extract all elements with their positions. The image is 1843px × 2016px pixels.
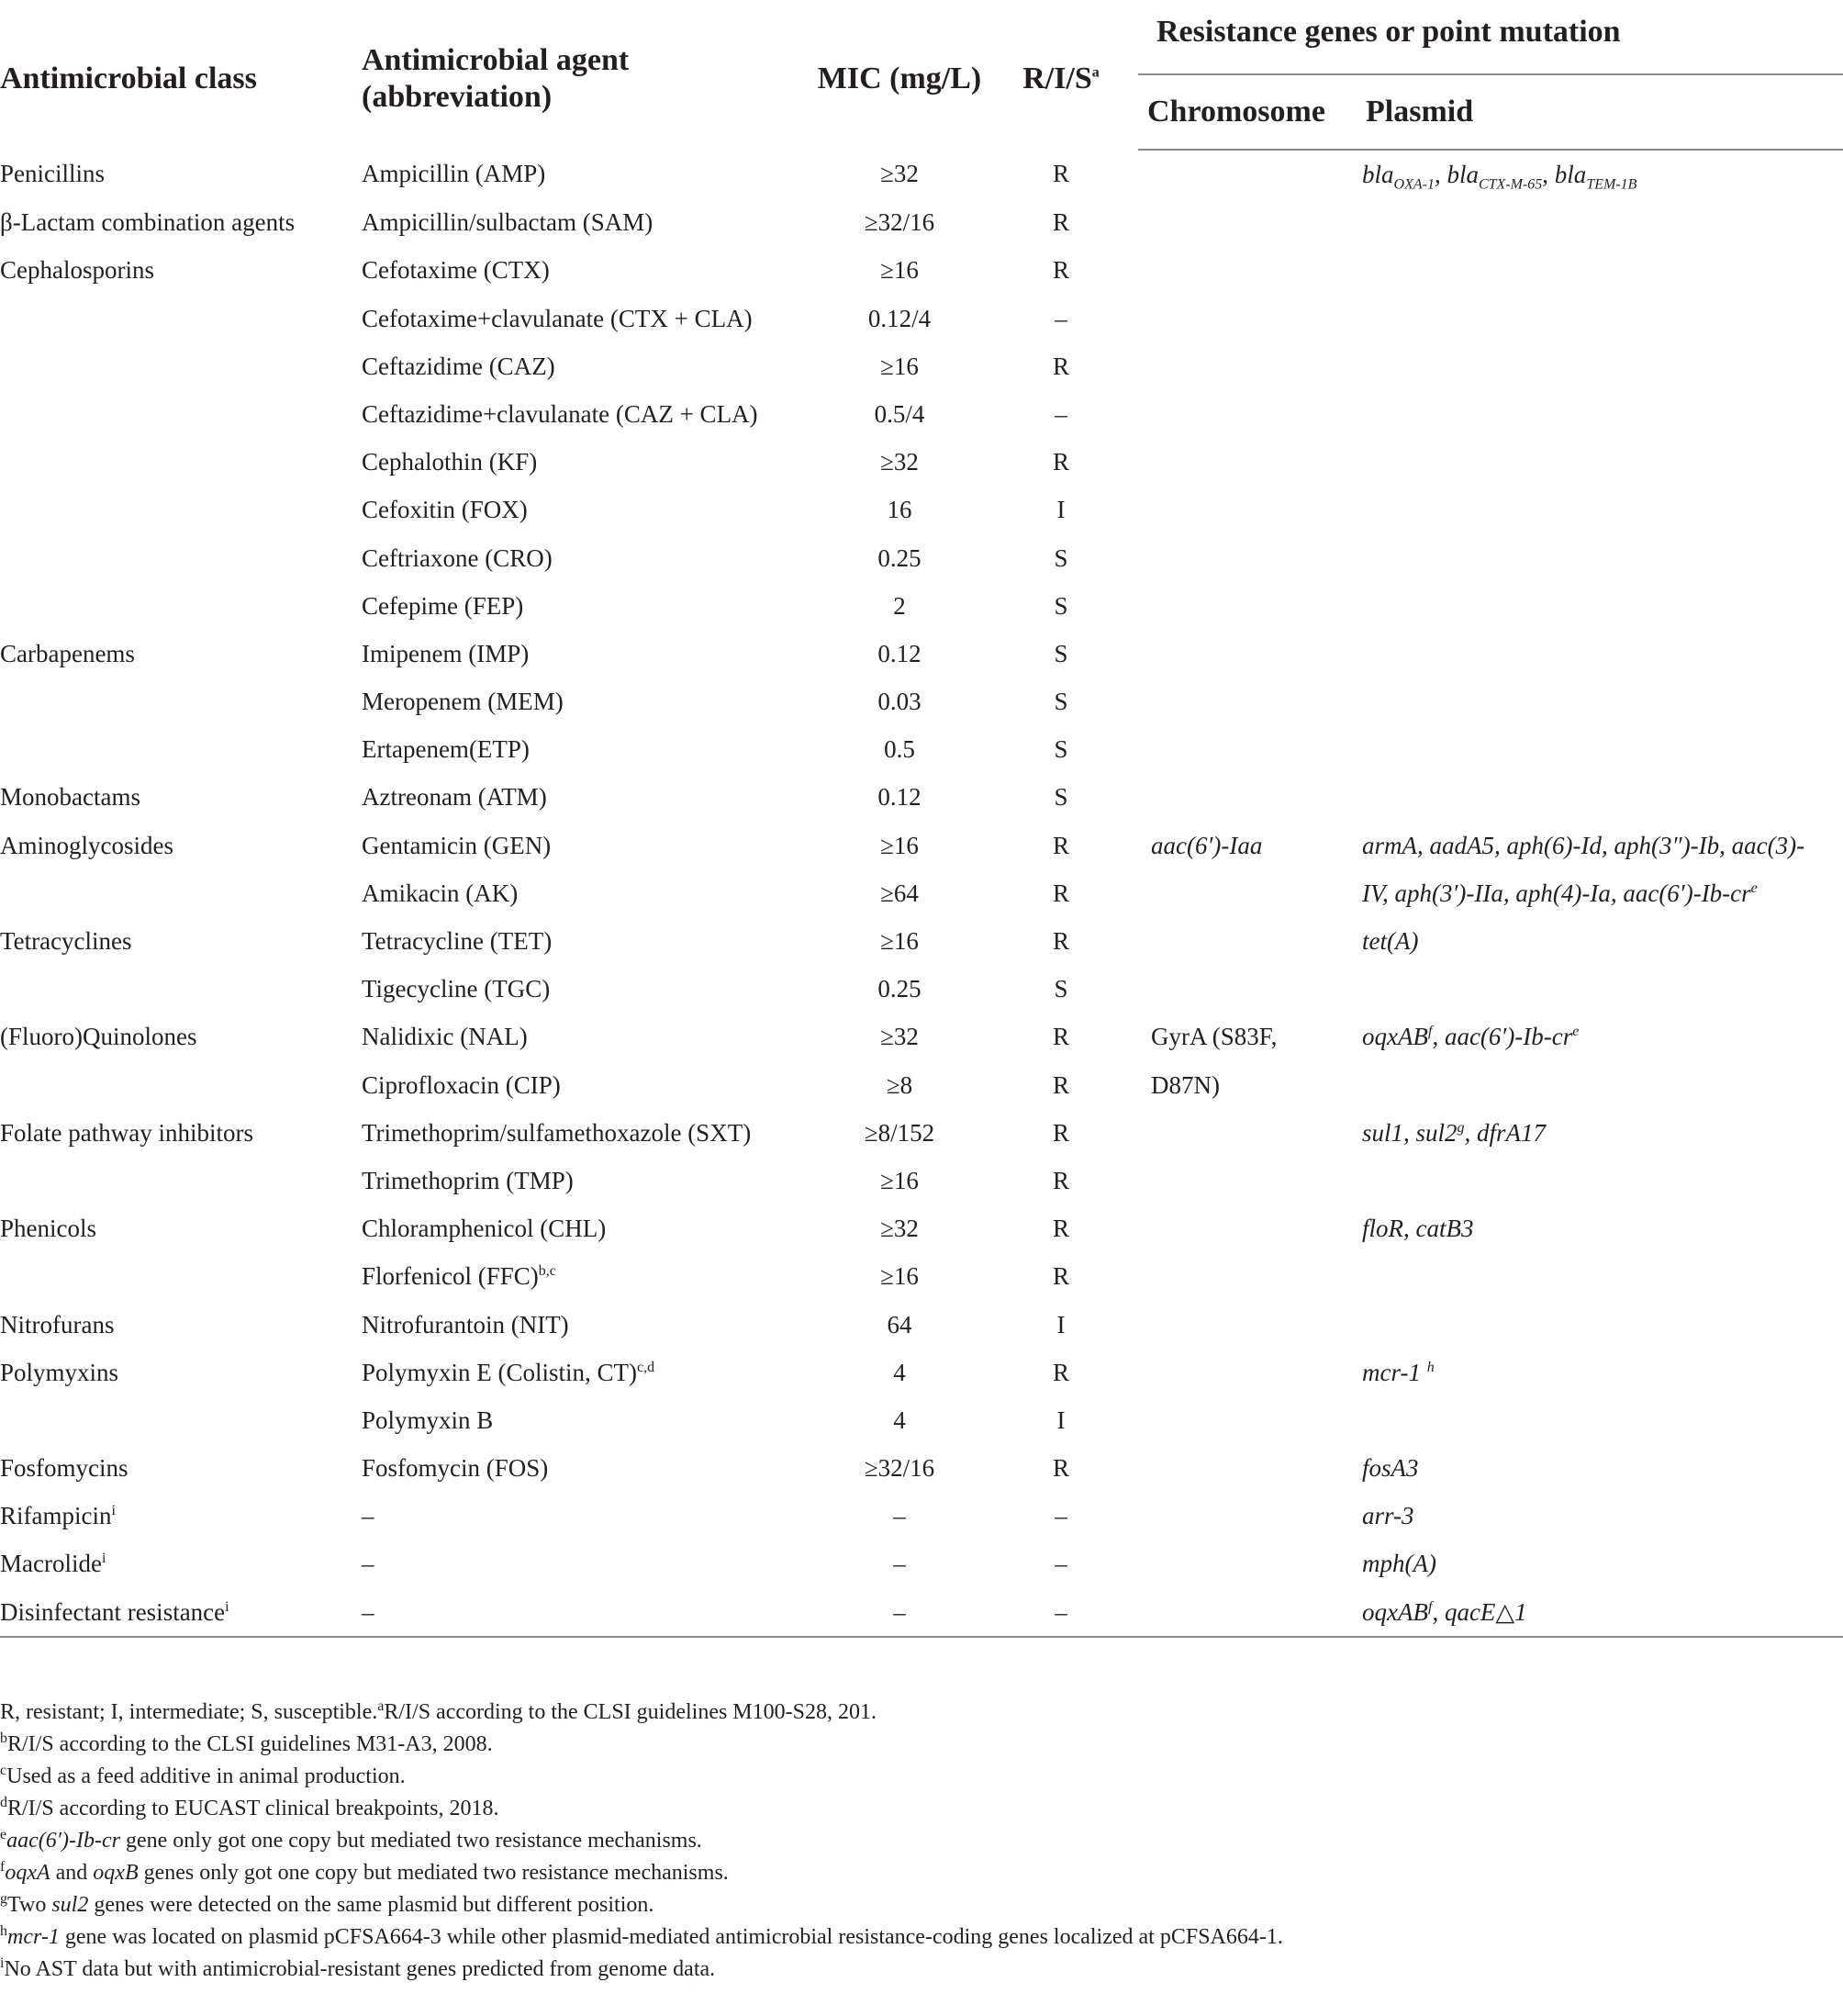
cell-agent: Florfenicol (FFC)$^{b,c}$ [362, 1262, 556, 1291]
cell-chromosome [1138, 965, 1362, 1013]
cell-agent: Cefepime (FEP) [362, 591, 524, 620]
cell-mic: ≥16 [880, 256, 919, 285]
cell-class: Phenicols [0, 1215, 96, 1243]
table-row [0, 1252, 1843, 1300]
cell-agent: Tigecycline (TGC) [362, 975, 551, 1003]
cell-mic: 0.12 [877, 639, 922, 667]
cell-class [0, 1061, 362, 1109]
cell-plasmid [1362, 486, 1843, 533]
cell-agent: Aztreonam (ATM) [362, 783, 547, 812]
cell-ris: R [1052, 1454, 1069, 1483]
table-header [0, 7, 1843, 150]
cell-chromosome [1138, 1540, 1362, 1587]
cell-class: Macrolide$^i$ [0, 1550, 106, 1578]
cell-plasmid [1362, 678, 1843, 725]
cell-agent: Ceftazidime+clavulanate (CAZ + CLA) [362, 399, 758, 428]
cell-chromosome [1138, 1349, 1362, 1396]
header-chromosome: Chromosome [1138, 74, 1362, 150]
cell-plasmid [1362, 1061, 1843, 1109]
cell-chromosome [1138, 438, 1362, 486]
cell-agent: Ertapenem(ETP) [362, 735, 530, 764]
cell-mic: ≥32/16 [864, 1454, 935, 1483]
cell-class [0, 342, 362, 390]
cell-plasmid [1362, 1252, 1843, 1300]
cell-chromosome [1138, 917, 1362, 965]
table-row [0, 295, 1843, 342]
cell-plasmid [1362, 390, 1843, 438]
cell-agent: Cefotaxime+clavulanate (CTX + CLA) [362, 304, 753, 332]
cell-ris: R [1052, 208, 1069, 237]
cell-mic: 4 [893, 1406, 906, 1434]
cell-chromosome [1138, 1157, 1362, 1204]
cell-class: Monobactams [0, 783, 140, 812]
cell-ris: R [1052, 1262, 1069, 1291]
cell-mic: 16 [887, 496, 912, 524]
cell-ris: S [1054, 639, 1068, 667]
cell-agent: Ampicillin (AMP) [362, 160, 546, 187]
cell-plasmid [1362, 630, 1843, 678]
table-row [0, 965, 1843, 1013]
footnote-3: $^c$Used as a feed additive in animal production. [0, 1763, 406, 1788]
table-row [0, 390, 1843, 438]
cell-class: Rifampicin$^i$ [0, 1502, 116, 1530]
resistance-table [0, 7, 1843, 1638]
header-agent: Antimicrobial agent (abbreviation) [362, 42, 630, 114]
cell-plasmid: floR, catB3 [1362, 1215, 1474, 1243]
cell-chromosome [1138, 198, 1362, 246]
cell-mic: – [893, 1550, 906, 1578]
cell-plasmid [1362, 1157, 1843, 1204]
cell-mic: 0.12 [877, 783, 922, 812]
cell-mic: ≥32/16 [864, 208, 935, 237]
cell-ris: R [1052, 352, 1069, 380]
cell-agent: – [362, 1588, 815, 1637]
cell-ris: S [1054, 975, 1068, 1003]
cell-ris: R [1052, 1358, 1069, 1386]
table-row [0, 438, 1843, 486]
cell-chromosome [1138, 773, 1362, 821]
cell-plasmid [1362, 773, 1843, 821]
cell-ris: R [1052, 831, 1069, 859]
cell-plasmid: sul1, sul2$^g$, dfrA17 [1362, 1118, 1547, 1147]
cell-chromosome: aac(6′)-Iaa [1151, 831, 1263, 859]
cell-plasmid: IV, aph(3′)-IIa, aph(4)-Ia, $aac(6')-Ib-cr^e$ [1362, 879, 1758, 907]
cell-chromosome [1138, 1109, 1362, 1157]
cell-class [0, 725, 362, 773]
cell-ris: S [1054, 735, 1068, 764]
cell-agent: Ampicillin/sulbactam (SAM) [362, 208, 653, 237]
cell-mic: 0.03 [877, 688, 922, 716]
table-row [0, 582, 1843, 630]
cell-chromosome [1138, 1444, 1362, 1492]
table-row [0, 1540, 1843, 1587]
cell-plasmid: mcr-1 $^h$ [1362, 1358, 1435, 1386]
cell-plasmid [1362, 295, 1843, 342]
cell-ris: – [1055, 1502, 1067, 1530]
table-row [0, 1492, 1843, 1540]
cell-agent: Nitrofurantoin (NIT) [362, 1310, 569, 1338]
table-row [0, 1444, 1843, 1492]
cell-chromosome [1138, 678, 1362, 725]
cell-plasmid [1362, 1301, 1843, 1349]
cell-agent: Cefoxitin (FOX) [362, 496, 528, 524]
table-body [0, 150, 1843, 1637]
cell-class [0, 869, 362, 917]
cell-mic: ≥16 [880, 1262, 919, 1291]
cell-chromosome [1138, 1301, 1362, 1349]
cell-ris: R [1052, 256, 1069, 285]
cell-ris: S [1054, 783, 1068, 812]
cell-agent: Polymyxin B [362, 1406, 494, 1434]
table-row [0, 534, 1843, 582]
table-row [0, 1349, 1843, 1396]
cell-mic: ≥16 [880, 352, 919, 380]
cell-ris: I [1056, 496, 1066, 524]
cell-agent: Chloramphenicol (CHL) [362, 1215, 607, 1243]
table-row [0, 1061, 1843, 1109]
cell-plasmid [1362, 342, 1843, 390]
cell-chromosome [1138, 1588, 1362, 1637]
cell-class [0, 678, 362, 725]
cell-agent: Ceftriaxone (CRO) [362, 543, 553, 572]
table-row [0, 1157, 1843, 1204]
cell-mic: ≥32 [880, 448, 919, 476]
table-row [0, 198, 1843, 246]
cell-chromosome [1138, 1204, 1362, 1252]
table-row [0, 1588, 1843, 1637]
cell-ris: R [1052, 160, 1069, 187]
footnote-4: $^d$R/I/S according to EUCAST clinical breakpoints, 2018. [0, 1795, 499, 1820]
table-row [0, 1301, 1843, 1349]
cell-mic: 0.25 [877, 543, 922, 572]
footnote-6: $^f$oqxA and oqxB genes only got one copy but mediated two resistance mechanisms. [0, 1859, 729, 1885]
cell-chromosome: GyrA (S83F, [1151, 1023, 1278, 1051]
cell-class [0, 582, 362, 630]
cell-chromosome [1138, 869, 1362, 917]
footnote-1: R, resistant; I, intermediate; S, susceptible.$^a$R/I/S according to the CLSI guidelines M100-S28, 201. [0, 1698, 877, 1724]
cell-agent: Ciprofloxacin (CIP) [362, 1070, 561, 1099]
cell-class [0, 965, 362, 1013]
cell-class: Disinfectant resistance$^i$ [0, 1588, 362, 1637]
table-row [0, 917, 1843, 965]
table-row [0, 869, 1843, 917]
cell-class [0, 486, 362, 533]
cell-chromosome [1138, 1396, 1362, 1444]
header-plasmid: Plasmid [1362, 74, 1843, 150]
cell-mic: 0.25 [877, 975, 922, 1003]
cell-chromosome: D87N) [1151, 1070, 1220, 1099]
cell-plasmid [1362, 725, 1843, 773]
cell-class [0, 1252, 362, 1300]
cell-agent: Amikacin (AK) [362, 879, 519, 907]
cell-plasmid: bla$_{OXA-1}$, bla$_{CTX-M-65}$, bla$_{TEM-1B}$ [1362, 161, 1637, 193]
footnote-2: $^b$R/I/S according to the CLSI guidelines M31-A3, 2008. [0, 1730, 493, 1756]
table-row [0, 773, 1843, 821]
cell-plasmid: oqxAB$^f$, qacE△1 [1362, 1588, 1843, 1637]
header-resistance-group: Resistance genes or point mutation [1138, 7, 1843, 74]
cell-mic: 0.5/4 [874, 399, 925, 428]
table-row [0, 1109, 1843, 1157]
table-row [0, 822, 1843, 869]
cell-ris: – [1055, 1550, 1067, 1578]
footnote-5: $^e$aac(6′)-Ib-cr gene only got one copy but mediated two resistance mechanisms. [0, 1827, 702, 1853]
cell-chromosome [1138, 390, 1362, 438]
cell-plasmid: armA, aadA5, aph(6)-Id, aph(3″)-Ib, aac(3)- [1362, 831, 1805, 859]
cell-ris: R [1052, 448, 1069, 476]
footnote-8: $^h$mcr-1 gene was located on plasmid pCFSA664-3 while other plasmid-mediated antimicrobial resistance-coding genes localized at pCFSA664-1. [0, 1923, 1283, 1949]
cell-class: Carbapenems [0, 639, 135, 667]
cell-chromosome [1138, 534, 1362, 582]
cell-class: Folate pathway inhibitors [0, 1118, 253, 1147]
cell-agent: Gentamicin (GEN) [362, 831, 552, 859]
cell-agent: – [362, 1550, 374, 1578]
cell-chromosome [1138, 725, 1362, 773]
cell-mic: 0.5 [884, 735, 915, 764]
cell-plasmid [1362, 246, 1843, 294]
cell-ris: – [1055, 304, 1067, 332]
cell-mic: 4 [893, 1358, 906, 1386]
cell-chromosome [1138, 630, 1362, 678]
footnote-9: $^i$No AST data but with antimicrobial-resistant genes predicted from genome data. [0, 1955, 716, 1981]
cell-ris: R [1052, 1215, 1069, 1243]
cell-ris: R [1052, 927, 1069, 955]
table-row [0, 342, 1843, 390]
cell-class [0, 390, 362, 438]
cell-mic: ≥16 [880, 831, 919, 859]
cell-class: Tetracyclines [0, 927, 132, 955]
cell-mic: ≥64 [880, 879, 919, 907]
cell-plasmid: fosA3 [1362, 1454, 1419, 1483]
cell-mic: ≥32 [880, 160, 919, 187]
cell-plasmid: oqxAB$^f$, $aac(6')-Ib-cr^e$ [1362, 1023, 1580, 1051]
table-row [0, 246, 1843, 294]
cell-class [0, 1157, 362, 1204]
table-row [0, 1013, 1843, 1060]
cell-chromosome [1138, 342, 1362, 390]
cell-mic: 64 [887, 1310, 912, 1338]
cell-chromosome [1138, 295, 1362, 342]
cell-plasmid [1362, 965, 1843, 1013]
cell-agent: Fosfomycin (FOS) [362, 1454, 549, 1483]
footnote-7: $^g$Two sul2 genes were detected on the same plasmid but different position. [0, 1891, 654, 1917]
cell-agent: Cephalothin (KF) [362, 448, 538, 476]
cell-class: β-Lactam combination agents [0, 208, 296, 237]
cell-plasmid: arr-3 [1362, 1502, 1414, 1530]
cell-plasmid [1362, 534, 1843, 582]
cell-class [0, 295, 362, 342]
cell-mic: ≥32 [880, 1215, 919, 1243]
cell-mic: ≥8 [886, 1070, 913, 1099]
cell-ris: S [1054, 543, 1068, 572]
cell-class: Fosfomycins [0, 1454, 128, 1483]
cell-agent: Ceftazidime (CAZ) [362, 352, 555, 380]
cell-agent: – [362, 1502, 374, 1530]
cell-plasmid [1362, 198, 1843, 246]
cell-ris: S [1054, 591, 1068, 620]
cell-ris: I [1056, 1310, 1066, 1338]
cell-agent: Meropenem (MEM) [362, 688, 564, 716]
cell-plasmid [1362, 438, 1843, 486]
cell-agent: Nalidixic (NAL) [362, 1023, 528, 1051]
table-row [0, 1396, 1843, 1444]
cell-plasmid [1362, 1396, 1843, 1444]
cell-chromosome [1138, 246, 1362, 294]
cell-ris: – [984, 1588, 1138, 1637]
table-row [0, 725, 1843, 773]
cell-class: Polymyxins [0, 1358, 119, 1386]
cell-chromosome [1138, 1252, 1362, 1300]
cell-class: (Fluoro)Quinolones [0, 1023, 197, 1051]
cell-ris: R [1052, 1070, 1069, 1099]
cell-agent: Tetracycline (TET) [362, 927, 553, 955]
table-footnotes [0, 1697, 1843, 1986]
cell-plasmid: tet(A) [1362, 927, 1419, 955]
cell-ris: R [1052, 879, 1069, 907]
cell-chromosome [1138, 150, 1362, 198]
header-ris: $R/I/S^a$ [1022, 61, 1100, 95]
cell-chromosome [1138, 1492, 1362, 1540]
cell-class: Cephalosporins [0, 256, 154, 285]
cell-class: Nitrofurans [0, 1310, 115, 1338]
table-row [0, 630, 1843, 678]
cell-agent: Trimethoprim/sulfamethoxazole (SXT) [362, 1118, 752, 1147]
cell-class [0, 438, 362, 486]
cell-chromosome [1138, 486, 1362, 533]
cell-mic: ≥8/152 [864, 1118, 935, 1147]
cell-class: Aminoglycosides [0, 831, 173, 859]
cell-class [0, 1396, 362, 1444]
cell-agent: Trimethoprim (TMP) [362, 1166, 574, 1194]
cell-ris: R [1052, 1118, 1069, 1147]
cell-ris: – [1055, 399, 1067, 428]
cell-class: Penicillins [0, 160, 105, 187]
cell-mic: 2 [893, 591, 906, 620]
cell-mic: – [815, 1588, 984, 1637]
table-row [0, 1204, 1843, 1252]
cell-chromosome [1138, 582, 1362, 630]
cell-mic: ≥16 [880, 1166, 919, 1194]
table-row [0, 486, 1843, 533]
cell-mic: ≥16 [880, 927, 919, 955]
cell-mic: ≥32 [880, 1023, 919, 1051]
cell-agent: Polymyxin E (Colistin, CT)$^{c,d}$ [362, 1358, 655, 1386]
cell-mic: 0.12/4 [867, 304, 932, 332]
cell-plasmid [1362, 582, 1843, 630]
cell-class [0, 534, 362, 582]
header-class: Antimicrobial class [0, 61, 257, 95]
cell-ris: R [1052, 1166, 1069, 1194]
cell-agent: Cefotaxime (CTX) [362, 256, 550, 285]
table-row [0, 150, 1843, 198]
cell-ris: I [1056, 1406, 1066, 1434]
table-row [0, 678, 1843, 725]
cell-ris: R [1052, 1023, 1069, 1051]
cell-plasmid: mph(A) [1362, 1550, 1436, 1578]
header-mic: MIC (mg/L) [817, 61, 982, 95]
cell-ris: S [1054, 688, 1068, 716]
cell-agent: Imipenem (IMP) [362, 639, 530, 667]
cell-mic: – [893, 1502, 906, 1530]
